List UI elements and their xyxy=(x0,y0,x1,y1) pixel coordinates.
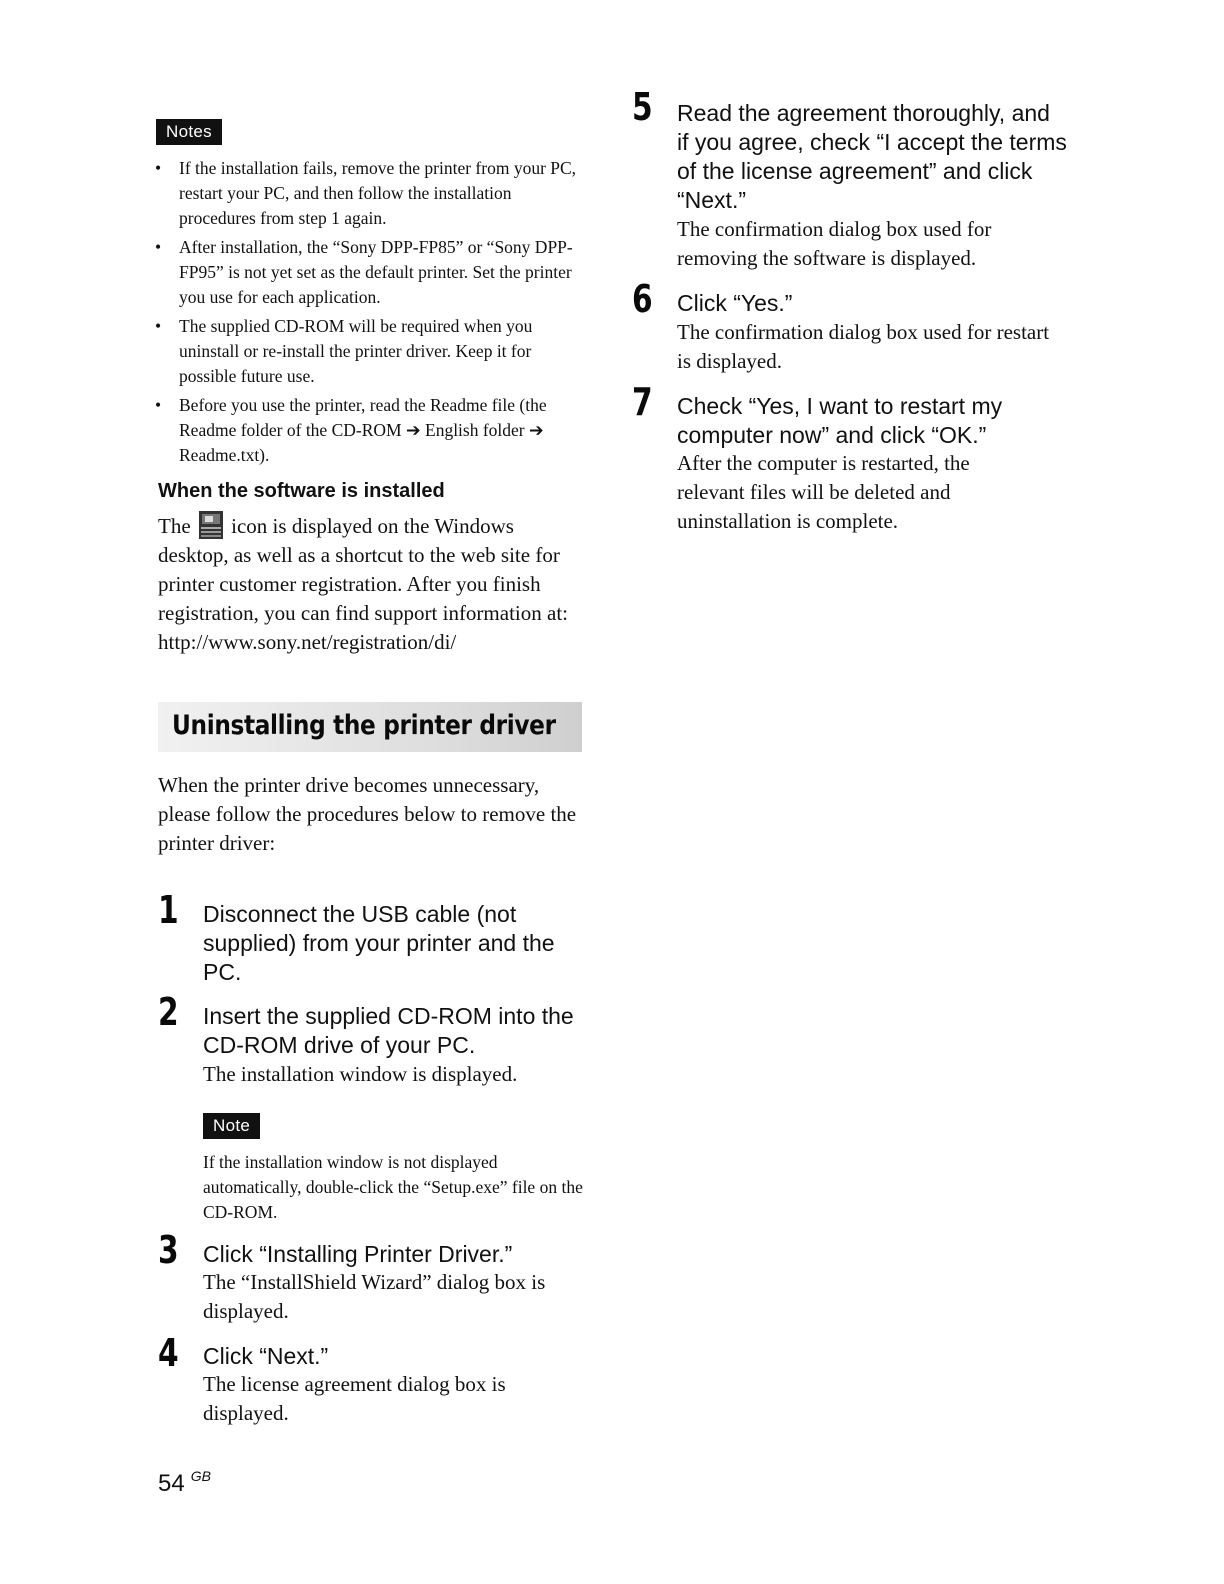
step-heading: Click “Next.” xyxy=(203,1343,329,1369)
step-heading: Check “Yes, I want to restart my computer now” and click “OK.” xyxy=(677,393,1003,448)
notes-item-text: After installation, the “Sony DPP-FP85” or “Sony DPP-FP95” is not yet set as the default printer. Set the printer you use for each application. xyxy=(179,237,573,307)
step-number: 2 xyxy=(158,990,179,1034)
page-suffix: GB xyxy=(190,1468,211,1484)
step-heading: Disconnect the USB cable (not supplied) from your printer and the PC. xyxy=(203,901,555,985)
step-description: After the computer is restarted, the relevant files will be deleted and uninstallation is complete. xyxy=(677,451,970,533)
step-number: 7 xyxy=(632,380,653,424)
notes-label: Notes xyxy=(156,119,222,145)
notes-item xyxy=(155,156,585,231)
notes-list xyxy=(155,156,585,472)
bullet: • xyxy=(155,158,162,178)
notes-item xyxy=(155,393,585,468)
note-text: If the installation window is not displayed automatically, double-click the “Setup.exe” file on the CD-ROM. xyxy=(203,1152,583,1222)
step-number: 6 xyxy=(632,277,653,321)
step-number: 3 xyxy=(158,1228,179,1272)
bullet: • xyxy=(155,395,162,415)
installed-heading: When the software is installed xyxy=(158,480,445,502)
step-number: 5 xyxy=(632,85,653,129)
bullet: • xyxy=(155,237,162,257)
notes-item-text: If the installation fails, remove the printer from your PC, restart your PC, and then follow the installation procedures from step 1 again. xyxy=(179,158,577,228)
notes-item xyxy=(155,314,585,389)
step-number: 1 xyxy=(158,888,179,932)
note-label: Note xyxy=(203,1113,260,1139)
step-description: The license agreement dialog box is displayed. xyxy=(203,1372,506,1425)
step-heading: Read the agreement thoroughly, and if you agree, check “I accept the terms of the license agreement” and click “Next.” xyxy=(677,100,1067,213)
step-heading: Click “Yes.” xyxy=(677,290,793,316)
notes-item-text: Before you use the printer, read the Readme file (the Readme folder of the CD-ROM ➔ English folder ➔ Readme.txt). xyxy=(179,395,547,465)
step-description: The installation window is displayed. xyxy=(203,1062,518,1086)
installed-text-start: The xyxy=(158,514,191,538)
installed-paragraph xyxy=(158,511,588,657)
section-banner xyxy=(158,702,582,752)
section-intro: When the printer drive becomes unnecessary, please follow the procedures below to remove the printer driver: xyxy=(158,773,577,855)
step-heading: Click “Installing Printer Driver.” xyxy=(203,1241,513,1267)
step-number: 4 xyxy=(158,1331,179,1375)
section-title: Uninstalling the printer driver xyxy=(172,710,556,741)
step-description: The confirmation dialog box used for restart is displayed. xyxy=(677,320,1050,373)
notes-item xyxy=(155,235,585,310)
page-number xyxy=(158,1468,211,1498)
step-description: The confirmation dialog box used for removing the software is displayed. xyxy=(677,217,992,270)
installed-text-rest: icon is displayed on the Windows desktop, as well as a shortcut to the web site for printer customer registration. After you finish registration, you can find support information at: http://www.sony.net/registration/di/ xyxy=(158,514,568,654)
page-number-value: 54 xyxy=(158,1470,185,1497)
notes-item-text: The supplied CD-ROM will be required when you uninstall or re-install the printer driver. Keep it for possible future use. xyxy=(179,316,533,386)
step-description: The “InstallShield Wizard” dialog box is displayed. xyxy=(203,1270,546,1323)
step-heading: Insert the supplied CD-ROM into the CD-ROM drive of your PC. xyxy=(203,1003,574,1058)
printer-utility-icon xyxy=(199,511,223,539)
bullet: • xyxy=(155,316,162,336)
